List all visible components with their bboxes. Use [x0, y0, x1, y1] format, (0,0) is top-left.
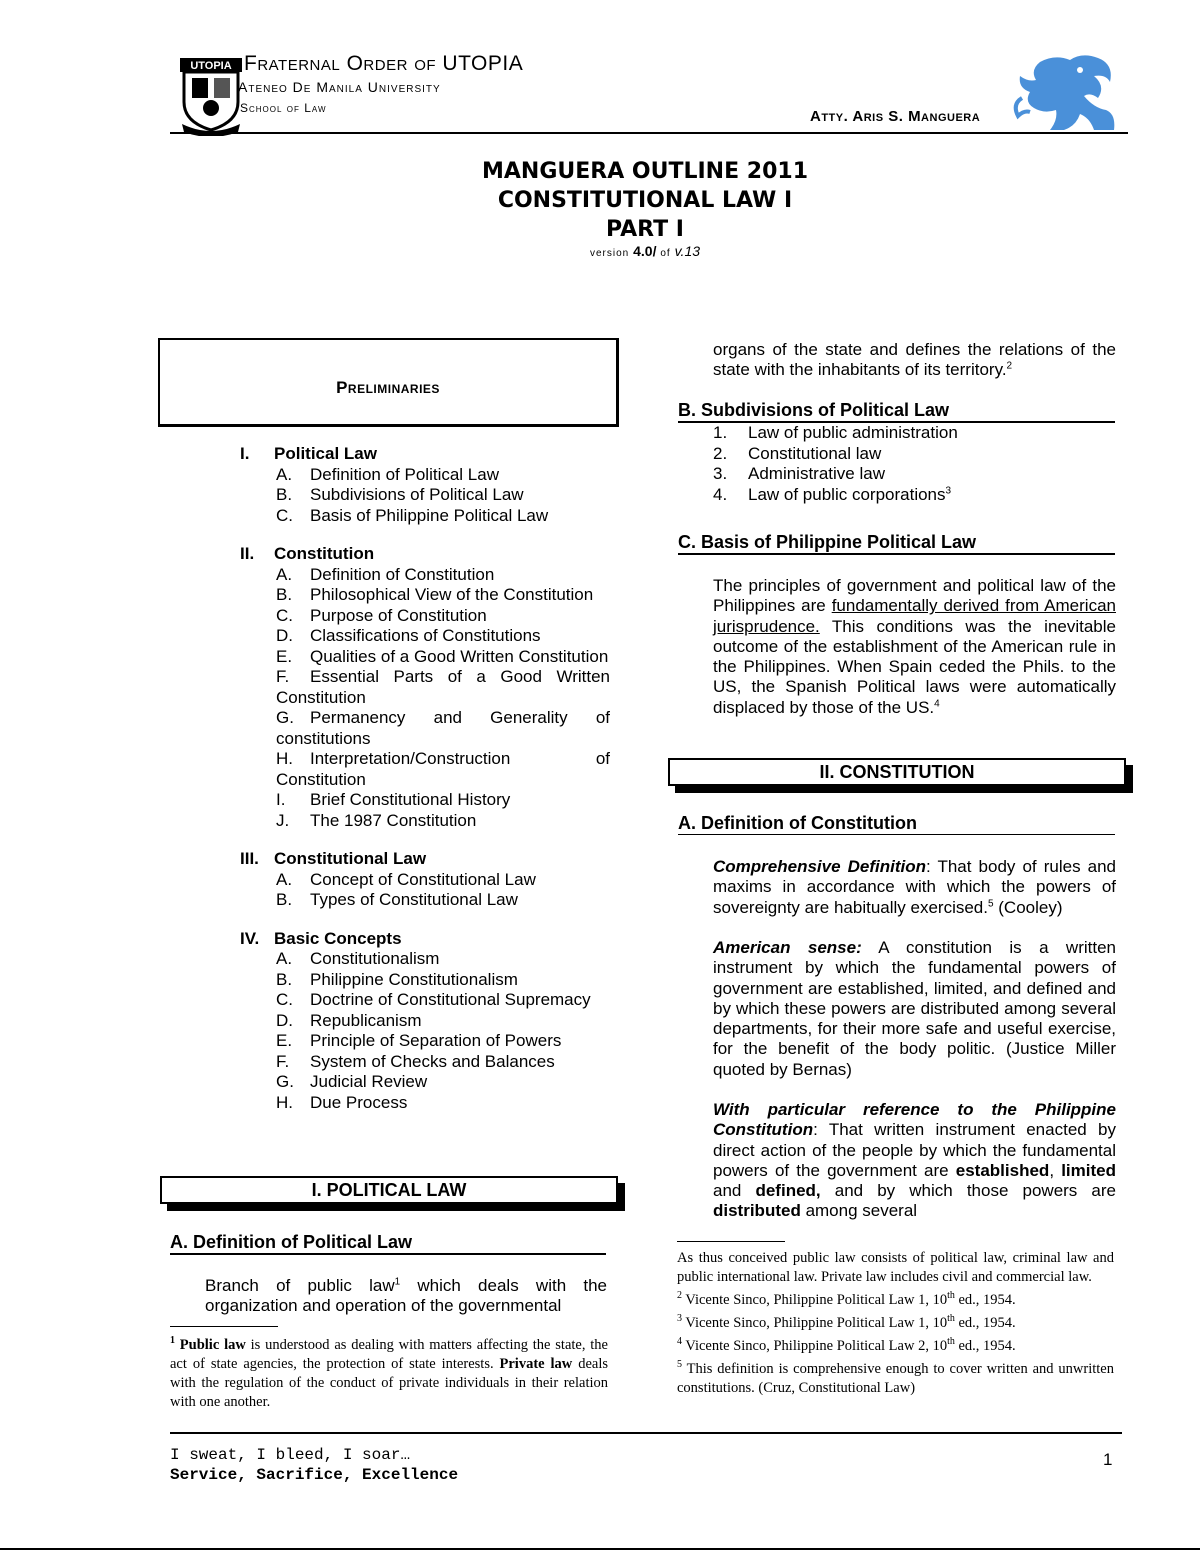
motto-line-2: Service, Sacrifice, Excellence — [170, 1466, 459, 1484]
doc-title: MANGUERA OUTLINE 2011 — [481, 159, 808, 184]
toc-item: A. Definition of Constitution — [276, 564, 495, 584]
toc-item: B. Philosophical View of the Constitution — [276, 585, 594, 604]
utopia-crest-logo — [178, 56, 244, 132]
toc-item: B. Philippine Constitutionalism — [276, 969, 518, 989]
school-name: School of Law — [240, 101, 327, 115]
toc-item: F. System of Checks and Balances — [276, 1051, 555, 1071]
toc-item: C. Purpose of Constitution — [276, 605, 487, 625]
toc-item: G. Permanency and Generality of constitutions — [276, 708, 610, 748]
toc-section-title: I. Political Law — [240, 444, 377, 463]
toc-item: F. Essential Parts of a Good Written Constitution — [276, 667, 610, 707]
footnotes-right — [677, 1249, 1114, 1402]
preliminaries-box — [158, 338, 619, 427]
toc-section — [240, 544, 610, 831]
footnote-1: $^1$ Public law is understood as dealing with matters affecting the state, the act of state agencies, the protection of state interests. Private law deals with the regulation of the conduct of private individuals in their relation with one another. — [170, 1335, 608, 1410]
toc-item: A. Constitutionalism — [276, 949, 440, 968]
doc-part: PART I — [606, 217, 684, 242]
paragraph-american-sense: American sense: A constitution is a written instrument by which the fundamental powers of government are established, limited, and defined and by which these powers are distributed among several departments, for their more safe and useful exercise, for the benefit of the body politic. (Justice Miller quoted by Bernas) — [713, 938, 1116, 1079]
paragraph-political-law-definition: Branch of public law$^1$ which deals with the organization and operation of the governmental — [205, 1276, 607, 1316]
toc-item: J. The 1987 Constitution — [276, 810, 477, 830]
version-line: version 4.0/ of v.13 — [589, 243, 701, 259]
footer-rule — [170, 1432, 1122, 1434]
toc-item: E. Principle of Separation of Powers — [276, 1031, 562, 1050]
toc-item: D. Classifications of Constitutions — [276, 626, 541, 645]
paragraph-philippine-constitution: With particular reference to the Philippine Constitution: That written instrument enacted by direct action of the people by which the fundamental powers of the government are established, limited and defined, and by which those powers are distributed among several — [713, 1100, 1116, 1221]
toc-item: A. Definition of Political Law — [276, 464, 499, 484]
subdivision-item: 3. Administrative law — [713, 464, 885, 483]
toc-item: D. Republicanism — [276, 1010, 422, 1030]
university-name: Ateneo De Manila University — [238, 79, 441, 95]
griffin-icon — [1010, 52, 1120, 134]
toc-section-title: III. Constitutional Law — [240, 849, 427, 868]
toc-section — [240, 929, 610, 1114]
footnote-3: $^3$ Vicente Sinco, Philippine Political Law 1, 10th ed., 1954. — [677, 1313, 1016, 1331]
footnote-rule — [170, 1326, 278, 1327]
toc-section — [240, 444, 610, 526]
footnote-5: $^5$ This definition is comprehensive enough to cover written and unwritten constitutions. (Cruz, Constitutional Law) — [677, 1359, 1114, 1396]
toc-item: B. Types of Constitutional Law — [276, 890, 518, 909]
toc-item: G. Judicial Review — [276, 1072, 428, 1091]
section-heading-political-law: I. POLITICAL LAW — [160, 1176, 618, 1204]
subheading-subdivisions: B. Subdivisions of Political Law — [678, 399, 1115, 423]
footnote-2: $^2$ Vicente Sinco, Philippine Political Law 1, 10th ed., 1954. — [677, 1290, 1016, 1308]
paragraph-basis: The principles of government and political law of the Philippines are fundamentally derived from American jurisprudence. This conditions was the inevitable outcome of the establishment of the American rule in the Philippines. When Spain ceded the Phils. to the US, the Spanish Political laws were automatically displaced by those of the US.$^4$ — [713, 576, 1116, 717]
author-name: Atty. Aris S. Manguera — [810, 108, 981, 125]
toc-item: I. Brief Constitutional History — [276, 790, 511, 809]
subdivision-item: 4. Law of public corporations$^3$ — [713, 484, 952, 504]
header-rule — [170, 132, 1128, 134]
paragraph-continued: organs of the state and defines the relations of the state with the inhabitants of its territory.$^2$ — [713, 340, 1116, 380]
toc-section-title: II. Constitution — [240, 544, 375, 563]
toc-item: E. Qualities of a Good Written Constitution — [276, 646, 609, 666]
org-name: Fraternal Order of UTOPIA — [244, 52, 524, 75]
footnote-rule-right — [677, 1241, 785, 1242]
subdivision-item: 2. Constitutional law — [713, 443, 882, 463]
motto-line-1: I sweat, I bleed, I soar… — [170, 1446, 411, 1464]
page-number: 1 — [1103, 1450, 1113, 1469]
toc-item: A. Concept of Constitutional Law — [276, 869, 536, 889]
subdivisions-list — [713, 423, 1113, 505]
subheading-definition-constitution: A. Definition of Constitution — [678, 812, 1115, 835]
toc-item: C. Basis of Philippine Political Law — [276, 505, 549, 525]
toc-section — [240, 849, 610, 911]
preliminaries-heading: Preliminaries — [336, 378, 440, 397]
toc-section-title: IV. Basic Concepts — [240, 928, 402, 948]
toc-item: B. Subdivisions of Political Law — [276, 485, 524, 504]
paragraph-comprehensive-definition: Comprehensive Definition: That body of rules and maxims in accordance with which the powers of sovereignty are habitually exercised.$^5$ (Cooley) — [713, 857, 1116, 917]
toc-item: H. Interpretation/Construction of Constitution — [276, 749, 610, 789]
table-of-contents — [240, 444, 610, 1131]
logo-text: UTOPIA — [190, 60, 232, 72]
toc-item: H. Due Process — [276, 1092, 408, 1112]
doc-subtitle: CONSTITUTIONAL LAW I — [497, 188, 793, 213]
subdivision-item: 1. Law of public administration — [713, 423, 958, 442]
toc-item: C. Doctrine of Constitutional Supremacy — [276, 990, 591, 1009]
subheading-basis: C. Basis of Philippine Political Law — [678, 531, 1115, 555]
footnote-1-continued: As thus conceived public law consists of political law, criminal law and public international law. Private law includes civil and commercial law. — [677, 1250, 1114, 1285]
subheading-definition-political-law: A. Definition of Political Law — [170, 1231, 606, 1255]
section-heading-constitution: II. CONSTITUTION — [668, 758, 1126, 786]
footnote-4: $^4$ Vicente Sinco, Philippine Political Law 2, 10th ed., 1954. — [677, 1336, 1016, 1354]
page-bottom-rule — [0, 1548, 1200, 1550]
